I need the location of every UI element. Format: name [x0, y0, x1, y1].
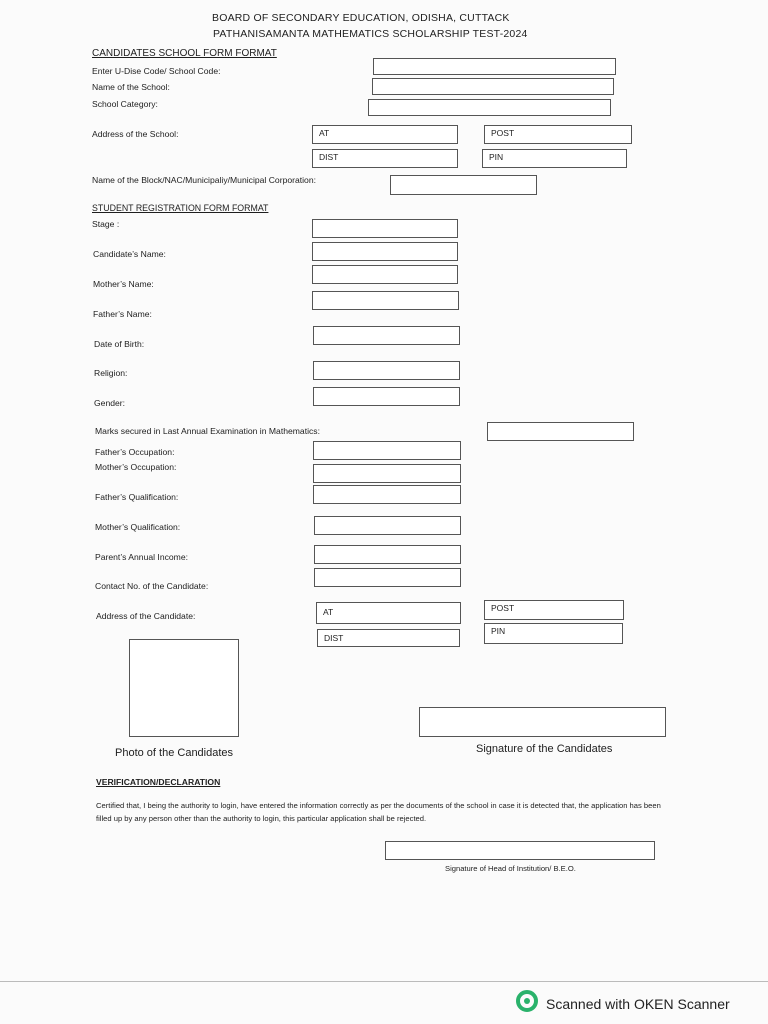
school-category-field[interactable]: [368, 99, 611, 116]
udise-label: Enter U-Dise Code/ School Code:: [92, 66, 221, 76]
gender-field[interactable]: [313, 387, 460, 406]
board-title: BOARD OF SECONDARY EDUCATION, ODISHA, CUTTACK: [212, 12, 510, 24]
oken-scanner-logo-icon: [516, 990, 538, 1017]
father-name-label: Father’s Name:: [93, 309, 152, 319]
test-title: PATHANISAMANTA MATHEMATICS SCHOLARSHIP TEST-2024: [213, 28, 528, 40]
mother-occupation-label: Mother’s Occupation:: [95, 462, 177, 472]
school-at-label: AT: [319, 128, 330, 138]
school-name-field[interactable]: [372, 78, 614, 95]
stage-field[interactable]: [312, 219, 458, 238]
marks-label: Marks secured in Last Annual Examination in Mathematics:: [95, 426, 320, 436]
scanner-text: Scanned with OKEN Scanner: [546, 995, 730, 1012]
school-address-label: Address of the School:: [92, 129, 179, 139]
school-category-label: School Category:: [92, 99, 158, 109]
dob-label: Date of Birth:: [94, 339, 145, 349]
mother-name-label: Mother’s Name:: [93, 279, 154, 289]
school-pin-field[interactable]: [482, 149, 627, 168]
father-name-field[interactable]: [312, 291, 459, 310]
mother-qualification-label: Mother’s Qualification:: [95, 522, 181, 532]
block-label: Name of the Block/NAC/Municipaliy/Municipal Corporation:: [92, 175, 317, 185]
contact-label: Contact No. of the Candidate:: [95, 581, 209, 591]
student-section-title: STUDENT REGISTRATION FORM FORMAT: [92, 203, 269, 213]
signature-caption: Signature of the Candidates: [476, 743, 613, 755]
candidate-dist-field[interactable]: [317, 629, 460, 647]
mother-occupation-field[interactable]: [313, 464, 461, 483]
candidate-pin-label: PIN: [491, 626, 506, 636]
stage-label: Stage :: [92, 219, 120, 229]
verification-title: VERIFICATION/DECLARATION: [96, 777, 221, 787]
candidate-signature-box[interactable]: [419, 707, 666, 737]
school-name-label: Name of the School:: [92, 82, 170, 92]
declaration-text: Certified that, I being the authority to login, have entered the information correctly as per the documents of the school in case it is detected that, the application has been filled up by any person other than the authority to login, this particular application shall be rejected.: [96, 801, 661, 823]
marks-field[interactable]: [487, 422, 634, 441]
father-qualification-field[interactable]: [313, 485, 461, 504]
school-at-field[interactable]: [312, 125, 458, 144]
school-dist-label: DIST: [319, 152, 339, 162]
candidate-at-field[interactable]: [316, 602, 461, 624]
income-field[interactable]: [314, 545, 461, 564]
candidate-name-label: Candidate’s Name:: [93, 249, 166, 259]
father-occupation-field[interactable]: [313, 441, 461, 460]
gender-label: Gender:: [94, 398, 126, 408]
candidate-post-label: POST: [491, 603, 515, 613]
school-section-title: CANDIDATES SCHOOL FORM FORMAT: [92, 48, 277, 59]
scanner-watermark: [516, 990, 730, 1017]
school-pin-label: PIN: [489, 152, 504, 162]
mother-name-field[interactable]: [312, 265, 458, 284]
head-signature-label: Signature of Head of Institution/ B.E.O.: [445, 864, 576, 873]
school-dist-field[interactable]: [312, 149, 458, 168]
contact-field[interactable]: [314, 568, 461, 587]
income-label: Parent’s Annual Income:: [95, 552, 188, 562]
head-signature-box[interactable]: [385, 841, 655, 860]
page-bottom-edge: [0, 981, 768, 982]
candidate-name-field[interactable]: [312, 242, 458, 261]
candidate-post-field[interactable]: [484, 600, 624, 620]
candidate-address-label: Address of the Candidate:: [96, 611, 196, 621]
block-field[interactable]: [390, 175, 537, 195]
udise-field[interactable]: [373, 58, 616, 75]
father-qualification-label: Father’s Qualification:: [95, 492, 179, 502]
candidate-dist-label: DIST: [324, 633, 344, 643]
religion-label: Religion:: [94, 368, 128, 378]
father-occupation-label: Father’s Occupation:: [95, 447, 175, 457]
candidate-pin-field[interactable]: [484, 623, 623, 644]
candidate-at-label: AT: [323, 607, 334, 617]
photo-caption: Photo of the Candidates: [115, 747, 234, 759]
religion-field[interactable]: [313, 361, 460, 380]
photo-box[interactable]: [129, 639, 239, 737]
school-post-field[interactable]: [484, 125, 632, 144]
mother-qualification-field[interactable]: [314, 516, 461, 535]
dob-field[interactable]: [313, 326, 460, 345]
school-post-label: POST: [491, 128, 515, 138]
